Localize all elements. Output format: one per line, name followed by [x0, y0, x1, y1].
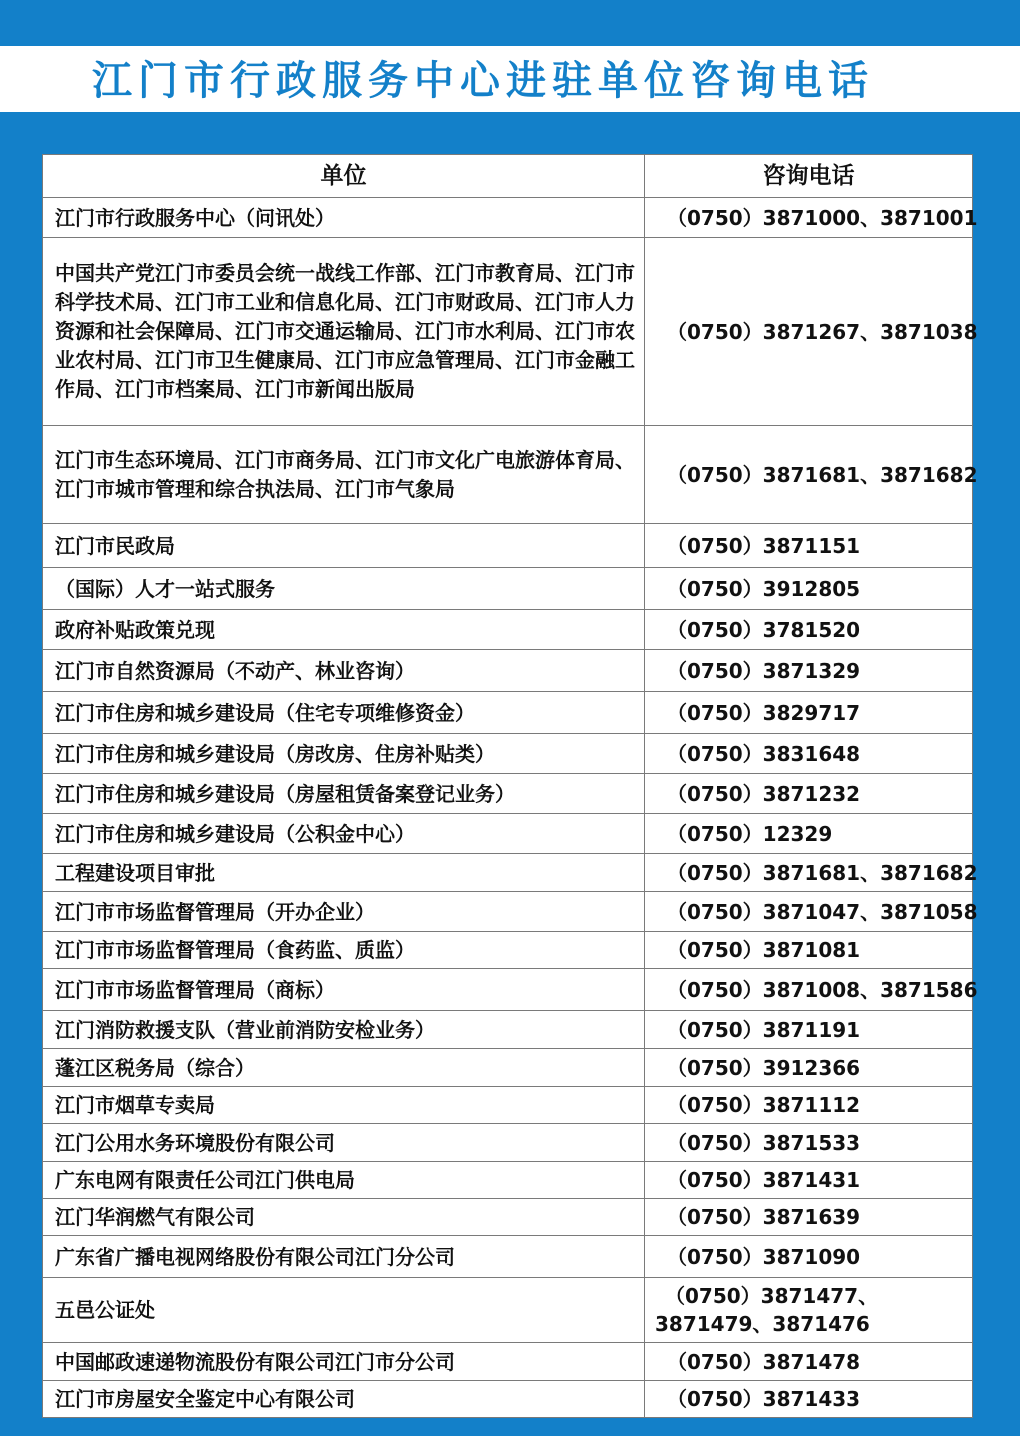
unit-cell: 江门市自然资源局（不动产、林业咨询） — [43, 650, 645, 692]
table-row — [43, 774, 973, 814]
phone-cell: （0750）3871681、3871682 — [645, 426, 973, 524]
unit-cell: 江门华润燃气有限公司 — [43, 1199, 645, 1236]
unit-cell: 江门市市场监督管理局（商标） — [43, 969, 645, 1011]
unit-cell: 江门市烟草专卖局 — [43, 1087, 645, 1124]
header-unit: 单位 — [43, 155, 645, 198]
phone-cell: （0750）3831648 — [645, 734, 973, 774]
unit-cell: 中国邮政速递物流股份有限公司江门市分公司 — [43, 1343, 645, 1381]
page-title: 江门市行政服务中心进驻单位咨询电话 — [92, 58, 874, 104]
phone-cell: （0750）3871639 — [645, 1199, 973, 1236]
unit-cell: 江门市生态环境局、江门市商务局、江门市文化广电旅游体育局、江门市城市管理和综合执法局、江门市气象局 — [43, 426, 645, 524]
table-row — [43, 1236, 973, 1278]
phone-cell: （0750）3912366 — [645, 1049, 973, 1087]
header-phone: 咨询电话 — [645, 155, 973, 198]
unit-cell: 江门市住房和城乡建设局（公积金中心） — [43, 814, 645, 854]
table-row — [43, 814, 973, 854]
table-row — [43, 610, 973, 650]
phone-cell: （0750）3871431 — [645, 1162, 973, 1199]
table-row — [43, 734, 973, 774]
unit-cell: 广东省广播电视网络股份有限公司江门分公司 — [43, 1236, 645, 1278]
table-header-row — [43, 155, 973, 198]
unit-cell: （国际）人才一站式服务 — [43, 568, 645, 610]
table-row — [43, 692, 973, 734]
phone-cell: （0750）3912805 — [645, 568, 973, 610]
unit-cell: 江门市房屋安全鉴定中心有限公司 — [43, 1381, 645, 1418]
phone-cell: （0750）12329 — [645, 814, 973, 854]
phone-cell: （0750）3871090 — [645, 1236, 973, 1278]
unit-cell: 江门消防救援支队（营业前消防安检业务） — [43, 1011, 645, 1049]
table-row — [43, 426, 973, 524]
table-row — [43, 1162, 973, 1199]
table-row — [43, 892, 973, 932]
unit-cell: 江门市行政服务中心（问讯处） — [43, 198, 645, 238]
unit-cell: 江门市市场监督管理局（开办企业） — [43, 892, 645, 932]
table-row — [43, 854, 973, 892]
phone-cell: （0750）3871433 — [645, 1381, 973, 1418]
unit-cell: 工程建设项目审批 — [43, 854, 645, 892]
table-row — [43, 1381, 973, 1418]
table-row — [43, 238, 973, 426]
table-row — [43, 524, 973, 568]
phone-cell: （0750）3871112 — [645, 1087, 973, 1124]
unit-cell: 江门市市场监督管理局（食药监、质监） — [43, 932, 645, 969]
phone-cell: （0750）3829717 — [645, 692, 973, 734]
table-row — [43, 1278, 973, 1343]
table-row — [43, 1087, 973, 1124]
phone-cell: （0750）3871000、3871001 — [645, 198, 973, 238]
unit-cell: 江门市住房和城乡建设局（房改房、住房补贴类） — [43, 734, 645, 774]
table-row — [43, 1011, 973, 1049]
phone-cell: （0750）3871533 — [645, 1124, 973, 1162]
phone-cell: （0750）3871232 — [645, 774, 973, 814]
unit-cell: 政府补贴政策兑现 — [43, 610, 645, 650]
table-row — [43, 198, 973, 238]
phone-cell: （0750）3871477、3871479、3871476 — [645, 1278, 973, 1343]
unit-cell: 江门市民政局 — [43, 524, 645, 568]
table-row — [43, 932, 973, 969]
phone-cell: （0750）3871008、3871586 — [645, 969, 973, 1011]
phone-cell: （0750）3871047、3871058 — [645, 892, 973, 932]
unit-cell: 五邑公证处 — [43, 1278, 645, 1343]
phone-cell: （0750）3871478 — [645, 1343, 973, 1381]
unit-cell: 广东电网有限责任公司江门供电局 — [43, 1162, 645, 1199]
unit-cell: 江门公用水务环境股份有限公司 — [43, 1124, 645, 1162]
unit-cell: 江门市住房和城乡建设局（房屋租赁备案登记业务） — [43, 774, 645, 814]
phone-cell: （0750）3871329 — [645, 650, 973, 692]
unit-cell: 蓬江区税务局（综合） — [43, 1049, 645, 1087]
phone-cell: （0750）3871681、3871682 — [645, 854, 973, 892]
table-row — [43, 969, 973, 1011]
contact-table — [42, 154, 978, 1418]
phone-cell: （0750）3871081 — [645, 932, 973, 969]
table-row — [43, 1049, 973, 1087]
phone-cell: （0750）3781520 — [645, 610, 973, 650]
table-row — [43, 650, 973, 692]
table-row — [43, 1124, 973, 1162]
phone-cell: （0750）3871151 — [645, 524, 973, 568]
unit-cell: 中国共产党江门市委员会统一战线工作部、江门市教育局、江门市科学技术局、江门市工业和信息化局、江门市财政局、江门市人力资源和社会保障局、江门市交通运输局、江门市水利局、江门市农业农村局、江门市卫生健康局、江门市应急管理局、江门市金融工作局、江门市档案局、江门市新闻出版局 — [43, 238, 645, 426]
table-row — [43, 568, 973, 610]
unit-cell: 江门市住房和城乡建设局（住宅专项维修资金） — [43, 692, 645, 734]
phone-cell: （0750）3871191 — [645, 1011, 973, 1049]
phone-cell: （0750）3871267、3871038 — [645, 238, 973, 426]
table-row — [43, 1199, 973, 1236]
table-row — [43, 1343, 973, 1381]
